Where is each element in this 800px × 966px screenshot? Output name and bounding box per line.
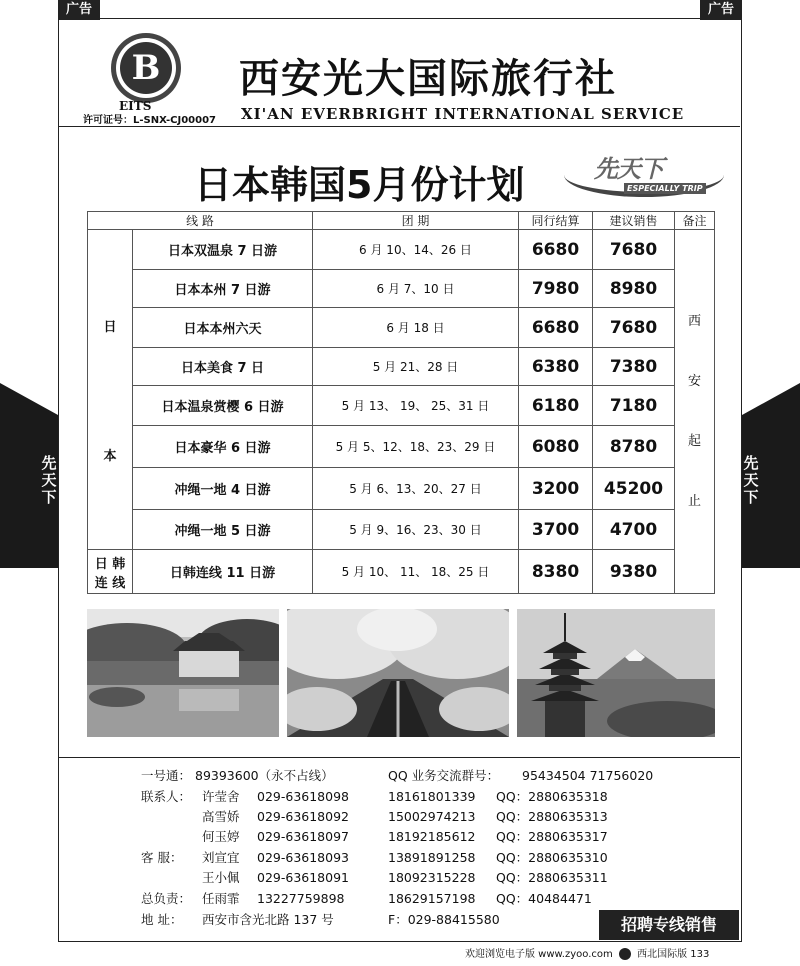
route-dates: 6 月 18 日 xyxy=(313,308,519,348)
qq-group-number: 95434504 71756020 xyxy=(522,768,654,783)
route-dates: 5 月 5、12、18、23、29 日 xyxy=(313,426,519,468)
table-row xyxy=(88,386,715,426)
retail-price: 7680 xyxy=(593,230,675,270)
table-row xyxy=(88,270,715,308)
net-price: 6680 xyxy=(519,230,593,270)
retail-price: 4700 xyxy=(593,510,675,550)
company-name-cn: 西安光大国际旅行社 xyxy=(239,56,617,102)
side-label-right: 先 天 下 xyxy=(743,454,759,506)
manager-mobile: 18629157198 xyxy=(388,891,476,906)
route-name: 日韩连线 11 日游 xyxy=(133,550,313,594)
retail-price: 8980 xyxy=(593,270,675,308)
ad-label-right: 广告 xyxy=(700,0,742,20)
ad-frame xyxy=(58,18,742,942)
hotline-number: 89393600（永不占线） xyxy=(195,768,334,783)
route-name: 日本温泉赏樱 6 日游 xyxy=(133,386,313,426)
net-price: 6080 xyxy=(519,426,593,468)
emblem-icon xyxy=(619,948,631,960)
logo-abbr: EITS xyxy=(119,99,152,113)
route-name: 日本本州 7 日游 xyxy=(133,270,313,308)
net-price: 3200 xyxy=(519,468,593,510)
note-char: 西 xyxy=(687,313,701,329)
contact-phone: 029-63618097 xyxy=(257,829,349,844)
net-price: 6180 xyxy=(519,386,593,426)
side-label-left: 先 天 下 xyxy=(41,454,57,506)
col-net-price: 同行结算 xyxy=(519,212,593,230)
company-logo xyxy=(111,33,181,103)
contact-mobile: 18092315228 xyxy=(388,870,476,885)
hotline-label: 一号通： xyxy=(141,768,192,783)
region-combo-line-1: 日 韩 xyxy=(94,556,126,572)
contact-name: 高雪娇 xyxy=(202,809,240,824)
retail-price: 7680 xyxy=(593,308,675,348)
recruit-banner: 招聘专线销售 xyxy=(599,910,739,940)
note-char: 起 xyxy=(687,433,701,449)
page-footer xyxy=(465,945,709,960)
route-name: 冲绳一地 4 日游 xyxy=(133,468,313,510)
tour-plan-table xyxy=(87,211,715,594)
retail-price: 7180 xyxy=(593,386,675,426)
contact-qq: QQ：2880635317 xyxy=(496,829,608,844)
route-name: 日本美食 7 日 xyxy=(133,348,313,386)
contact-qq: QQ：2880635311 xyxy=(496,870,608,885)
contact-mobile: 18192185612 xyxy=(388,829,476,844)
table-row xyxy=(88,510,715,550)
address-label: 地 址： xyxy=(141,912,183,927)
route-dates: 5 月 13、 19、 25、31 日 xyxy=(313,386,519,426)
contact-name: 何玉婷 xyxy=(202,829,240,844)
footer-page: 西北国际版 133 xyxy=(637,949,710,960)
col-route: 线 路 xyxy=(88,212,313,230)
table-row xyxy=(88,426,715,468)
route-dates: 5 月 21、28 日 xyxy=(313,348,519,386)
net-price: 8380 xyxy=(519,550,593,594)
contact-name: 许莹舍 xyxy=(202,789,240,804)
route-name: 日本双温泉 7 日游 xyxy=(133,230,313,270)
brand-stamp xyxy=(564,147,734,207)
contact-mobile: 18161801339 xyxy=(388,789,476,804)
contact-phone: 029-63618098 xyxy=(257,789,349,804)
logo-letter: B xyxy=(120,42,172,94)
route-dates: 5 月 9、16、23、30 日 xyxy=(313,510,519,550)
stamp-cn: 先天下 xyxy=(594,155,663,183)
contact-section xyxy=(59,757,740,941)
region-japan-char-2: 本 xyxy=(103,448,117,464)
net-price: 3700 xyxy=(519,510,593,550)
contact-name: 王小佩 xyxy=(202,870,240,885)
contact-qq: QQ：2880635310 xyxy=(496,850,608,865)
table-row xyxy=(88,230,715,270)
col-dates: 团 期 xyxy=(313,212,519,230)
manager-label: 总负责： xyxy=(141,891,192,906)
route-dates: 5 月 10、 11、 18、25 日 xyxy=(313,550,519,594)
ad-label-left: 广告 xyxy=(58,0,100,20)
contact-phone: 029-63618093 xyxy=(257,850,349,865)
table-header-row xyxy=(88,212,715,230)
manager-name: 任雨霏 xyxy=(202,891,240,906)
contact-qq: QQ：2880635318 xyxy=(496,789,608,804)
retail-price: 9380 xyxy=(593,550,675,594)
manager-phone: 13227759898 xyxy=(257,891,345,906)
table-row xyxy=(88,550,715,594)
col-retail-price: 建议销售 xyxy=(593,212,675,230)
route-dates: 6 月 7、10 日 xyxy=(313,270,519,308)
region-japan xyxy=(88,230,133,550)
license-number: 许可证号：L-SNX-CJ00007 xyxy=(83,115,216,126)
retail-price: 45200 xyxy=(593,468,675,510)
contact-phone: 029-63618092 xyxy=(257,809,349,824)
col-note: 备注 xyxy=(675,212,715,230)
header xyxy=(59,19,740,127)
table-row xyxy=(88,468,715,510)
route-name: 冲绳一地 5 日游 xyxy=(133,510,313,550)
note-cell xyxy=(675,230,715,594)
plan-title: 日本韩国5月份计划 xyxy=(194,163,525,207)
photo-strip xyxy=(87,609,715,737)
manager-qq: QQ：40484471 xyxy=(496,891,592,906)
route-dates: 5 月 6、13、20、27 日 xyxy=(313,468,519,510)
table-row xyxy=(88,308,715,348)
note-char: 止 xyxy=(687,493,701,509)
retail-price: 7380 xyxy=(593,348,675,386)
fax-number: F：029-88415580 xyxy=(388,912,500,927)
address-value: 西安市含光北路 137 号 xyxy=(202,912,334,927)
table-row xyxy=(88,348,715,386)
contact-qq: QQ：2880635313 xyxy=(496,809,608,824)
photo-cherry-canal xyxy=(287,609,509,737)
photo-pagoda-fuji xyxy=(517,609,715,737)
stamp-en: ESPECIALLY TRIP xyxy=(624,183,706,194)
net-price: 7980 xyxy=(519,270,593,308)
net-price: 6380 xyxy=(519,348,593,386)
qq-group-label: QQ 业务交流群号： xyxy=(388,768,500,783)
footer-website: 欢迎浏览电子版 www.zyoo.com xyxy=(465,949,613,960)
service-label: 客 服： xyxy=(141,850,183,865)
region-combo xyxy=(88,550,133,594)
contact-mobile: 15002974213 xyxy=(388,809,476,824)
route-name: 日本本州六天 xyxy=(133,308,313,348)
retail-price: 8780 xyxy=(593,426,675,468)
note-char: 安 xyxy=(687,373,701,389)
contact-phone: 029-63618091 xyxy=(257,870,349,885)
net-price: 6680 xyxy=(519,308,593,348)
contacts-label: 联系人： xyxy=(141,789,192,804)
region-combo-line-2: 连 线 xyxy=(94,575,126,591)
route-name: 日本豪华 6 日游 xyxy=(133,426,313,468)
region-japan-char-1: 日 xyxy=(103,319,117,335)
contact-mobile: 13891891258 xyxy=(388,850,476,865)
route-dates: 6 月 10、14、26 日 xyxy=(313,230,519,270)
company-name-en: XI'AN EVERBRIGHT INTERNATIONAL SERVICE xyxy=(241,105,685,123)
photo-golden-pavilion xyxy=(87,609,279,737)
contact-name: 刘宣宜 xyxy=(202,850,240,865)
